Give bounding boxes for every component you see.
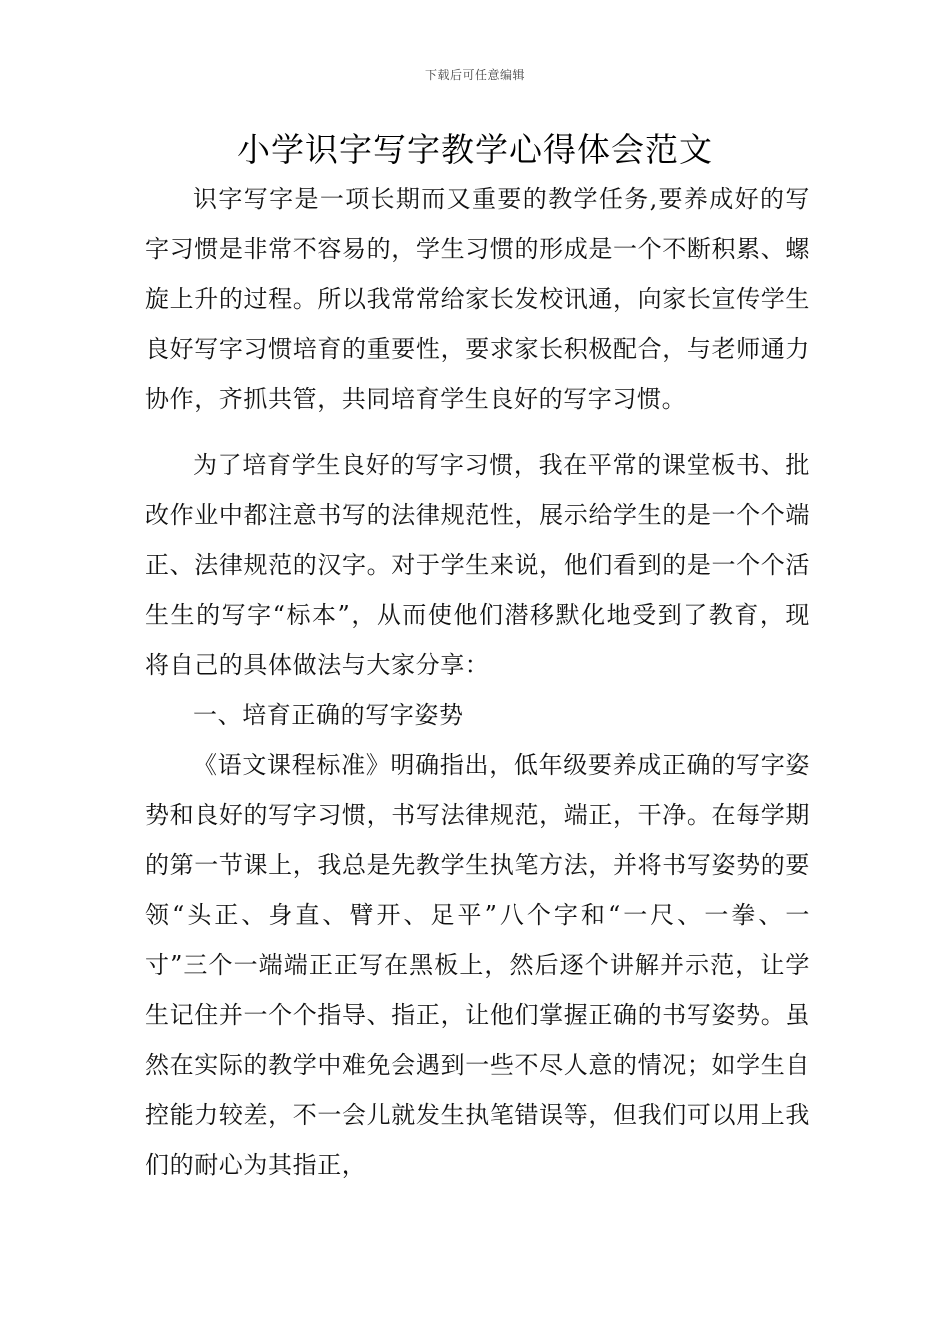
- section-heading: 一、培育正确的写字姿势: [193, 701, 464, 729]
- paragraph-spacer: [145, 424, 810, 440]
- paragraph-intro: 识字写字是一项长期而又重要的教学任务,要养成好的写字习惯是非常不容易的，学生习惯的形成是一个不断积累、螺旋上升的过程。所以我常常给家长发校讯通，向家长宣传学生良好写字习惯培育的重要性，要求家长积极配合，与老师通力协作，齐抓共管，共同培育学生良好的写字习惯。: [145, 185, 810, 413]
- paragraph-posture: 《语文课程标准》明确指出，低年级要养成正确的写字姿势和良好的写字习惯，书写法律规范，端正，干净。在每学期的第一节课上，我总是先教学生执笔方法，并将书写姿势的要领“头正、身直、臂开、足平”八个字和“一尺、一拳、一寸”三个一端端正正写在黑板上，然后逐个讲解并示范，让学生记住并一个个指导、指正，让他们掌握正确的书写姿势。虽然在实际的教学中难免会遇到一些不尽人意的情况；如学生自控能力较差，不一会儿就发生执笔错误等，但我们可以用上我们的耐心为其指正，: [145, 751, 810, 1179]
- document-body: [145, 174, 810, 1190]
- header-note: 下载后可任意编辑: [424, 68, 525, 82]
- document-title: 小学识字写字教学心得体会范文: [237, 130, 713, 169]
- paragraph-practice: 为了培育学生良好的写字习惯，我在平常的课堂板书、批改作业中都注意书写的法律规范性，展示给学生的是一个个端正、法律规范的汉字。对于学生来说，他们看到的是一个个活生生的写字“标本”，从而使他们潜移默化地受到了教育，现将自己的具体做法与大家分享：: [145, 451, 810, 679]
